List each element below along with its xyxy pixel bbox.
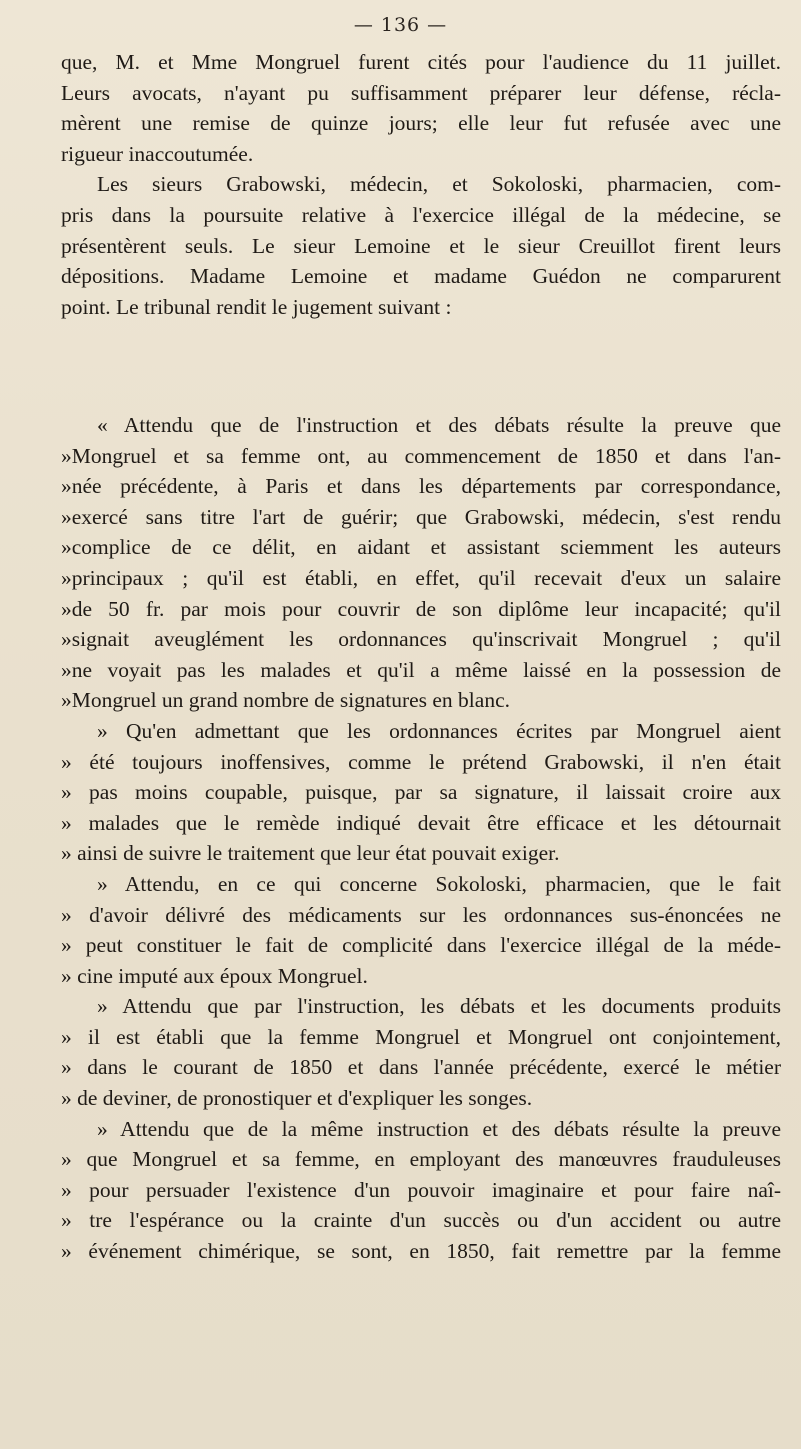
judgment-line: » peut constituer le fait de complicité dans l'exercice illégal de la méde-	[61, 933, 781, 958]
text-line: mèrent une remise de quinze jours; elle leur fut refusée avec une	[61, 111, 781, 136]
text-line: pris dans la poursuite relative à l'exercice illégal de la médecine, se	[61, 202, 781, 227]
judgment-line: »Mongruel et sa femme ont, au commencement de 1850 et dans l'an-	[61, 443, 781, 468]
judgment-line: » ainsi de suivre le traitement que leur état pouvait exiger.	[61, 841, 560, 866]
text-line: Les sieurs Grabowski, médecin, et Sokoloski, pharmacien, com-	[97, 172, 781, 197]
judgment-line: » il est établi que la femme Mongruel et Mongruel ont conjointement,	[61, 1024, 781, 1049]
judgment-line: » Qu'en admettant que les ordonnances écrites par Mongruel aient	[97, 718, 781, 743]
judgment-line: » pas moins coupable, puisque, par sa signature, il laissait croire aux	[61, 780, 781, 805]
judgment-line: » Attendu que de la même instruction et des débats résulte la preuve	[97, 1116, 781, 1141]
intro-paragraph	[61, 47, 781, 322]
judgment-line: »née précédente, à Paris et dans les départements par correspondance,	[61, 474, 781, 499]
text-line: présentèrent seuls. Le sieur Lemoine et le sieur Creuillot firent leurs	[61, 233, 781, 258]
judgment-line: » cine imputé aux époux Mongruel.	[61, 963, 368, 988]
judgment-line: » que Mongruel et sa femme, en employant des manœuvres frauduleuses	[61, 1147, 781, 1172]
judgment-line: » d'avoir délivré des médicaments sur les ordonnances sus-énoncées ne	[61, 902, 781, 927]
judgment-line: « Attendu que de l'instruction et des débats résulte la preuve que	[97, 413, 781, 437]
judgment-line: »signait aveuglément les ordonnances qu'inscrivait Mongruel ; qu'il	[61, 627, 781, 652]
judgment-line: » dans le courant de 1850 et dans l'année précédente, exercé le métier	[61, 1055, 781, 1080]
text-line: Leurs avocats, n'ayant pu suffisamment préparer leur défense, récla-	[61, 80, 781, 105]
text-line: dépositions. Madame Lemoine et madame Guédon ne comparurent	[61, 264, 781, 289]
text-line: que, M. et Mme Mongruel furent cités pour l'audience du 11 juillet.	[61, 50, 781, 74]
judgment-line: »Mongruel un grand nombre de signatures en blanc.	[61, 688, 510, 713]
judgment-line: » tre l'espérance ou la crainte d'un succès ou d'un accident ou autre	[61, 1208, 781, 1233]
judgment-text	[61, 410, 781, 1267]
judgment-line: » été toujours inoffensives, comme le prétend Grabowski, il n'en était	[61, 749, 781, 774]
judgment-line: »exercé sans titre l'art de guérir; que Grabowski, médecin, s'est rendu	[61, 504, 781, 529]
judgment-line: » événement chimérique, se sont, en 1850, fait remettre par la femme	[61, 1239, 781, 1264]
text-line: rigueur inaccoutumée.	[61, 141, 254, 166]
judgment-line: » malades que le remède indiqué devait être efficace et les détournait	[61, 810, 781, 835]
judgment-line: »complice de ce délit, en aidant et assistant sciemment les auteurs	[61, 535, 781, 560]
text-line: point. Le tribunal rendit le jugement suivant :	[61, 294, 452, 319]
page-number: — 136 —	[353, 14, 448, 36]
judgment-line: » pour persuader l'existence d'un pouvoir imaginaire et pour faire naî-	[61, 1177, 781, 1202]
judgment-line: » de deviner, de pronostiquer et d'expliquer les songes.	[61, 1086, 533, 1111]
judgment-line: » Attendu, en ce qui concerne Sokoloski, pharmacien, que le fait	[97, 871, 781, 896]
judgment-line: » Attendu que par l'instruction, les débats et les documents produits	[97, 994, 781, 1019]
judgment-line: »principaux ; qu'il est établi, en effet, qu'il recevait d'eux un salaire	[61, 565, 781, 590]
judgment-line: »de 50 fr. par mois pour couvrir de son diplôme leur incapacité; qu'il	[61, 596, 781, 621]
judgment-line: »ne voyait pas les malades et qu'il a même laissé en la possession de	[61, 657, 781, 682]
